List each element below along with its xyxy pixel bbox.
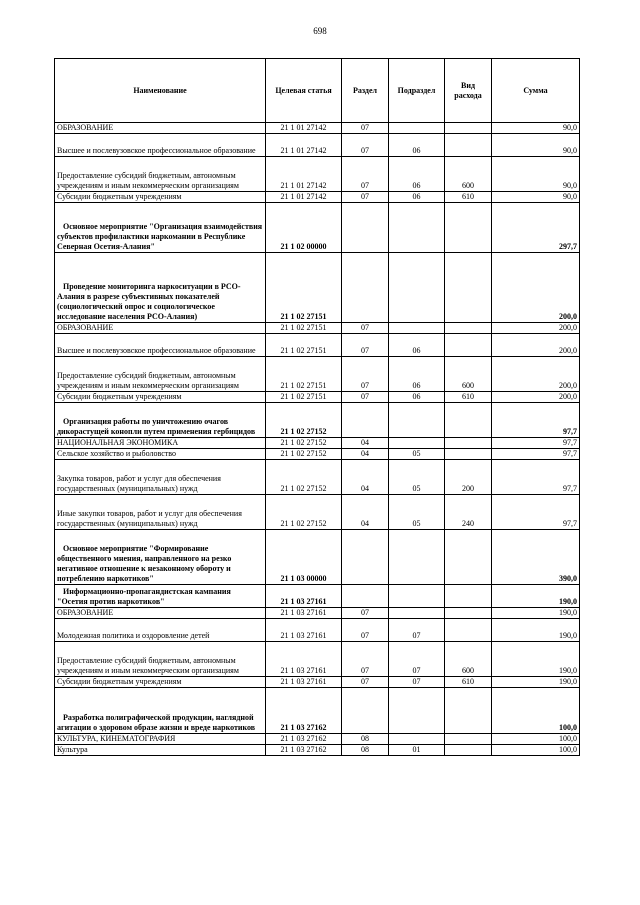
cell-name: ОБРАЗОВАНИЕ — [55, 608, 266, 619]
cell-section: 07 — [342, 608, 389, 619]
table-row — [55, 677, 580, 688]
table-row — [55, 734, 580, 745]
cell-section — [342, 253, 389, 323]
cell-target: 21 1 03 00000 — [266, 530, 342, 585]
cell-subsection: 06 — [389, 334, 445, 357]
cell-section — [342, 585, 389, 608]
cell-name: Субсидии бюджетным учреждениям — [55, 677, 266, 688]
cell-subsection — [389, 585, 445, 608]
cell-target: 21 1 02 27151 — [266, 334, 342, 357]
table-row — [55, 203, 580, 253]
cell-section: 07 — [342, 134, 389, 157]
cell-subsection: 06 — [389, 357, 445, 392]
cell-amount: 100,0 — [492, 734, 580, 745]
cell-target: 21 1 02 27151 — [266, 357, 342, 392]
cell-section: 04 — [342, 438, 389, 449]
table-row — [55, 608, 580, 619]
cell-type: 600 — [445, 642, 492, 677]
table-row — [55, 449, 580, 460]
cell-name: Субсидии бюджетным учреждениям — [55, 392, 266, 403]
header-name: Наименование — [55, 59, 266, 123]
cell-target: 21 1 02 00000 — [266, 203, 342, 253]
cell-type — [445, 438, 492, 449]
cell-subsection — [389, 734, 445, 745]
cell-name: Предоставление субсидий бюджетным, автономным учреждениям и иным некоммерческим организациям — [55, 642, 266, 677]
cell-type: 200 — [445, 460, 492, 495]
cell-subsection: 06 — [389, 134, 445, 157]
cell-amount: 97,7 — [492, 460, 580, 495]
cell-section — [342, 403, 389, 438]
cell-target: 21 1 03 27161 — [266, 677, 342, 688]
cell-target: 21 1 02 27152 — [266, 460, 342, 495]
cell-name: ОБРАЗОВАНИЕ — [55, 323, 266, 334]
header-target: Целевая статья — [266, 59, 342, 123]
cell-target: 21 1 03 27161 — [266, 608, 342, 619]
cell-type: 600 — [445, 357, 492, 392]
cell-type — [445, 334, 492, 357]
cell-subsection — [389, 253, 445, 323]
cell-target: 21 1 03 27162 — [266, 734, 342, 745]
table-header-row — [55, 59, 580, 123]
cell-target: 21 1 02 27151 — [266, 392, 342, 403]
cell-amount: 100,0 — [492, 745, 580, 756]
table-row — [55, 530, 580, 585]
cell-section — [342, 203, 389, 253]
cell-target: 21 1 01 27142 — [266, 134, 342, 157]
cell-subsection: 06 — [389, 392, 445, 403]
cell-name: Молодежная политика и оздоровление детей — [55, 619, 266, 642]
cell-amount: 90,0 — [492, 157, 580, 192]
cell-type: 610 — [445, 677, 492, 688]
cell-amount: 90,0 — [492, 134, 580, 157]
cell-amount: 190,0 — [492, 608, 580, 619]
cell-target: 21 1 03 27161 — [266, 585, 342, 608]
cell-amount: 97,7 — [492, 403, 580, 438]
cell-target: 21 1 01 27142 — [266, 157, 342, 192]
table-row — [55, 460, 580, 495]
cell-type — [445, 134, 492, 157]
cell-target: 21 1 03 27162 — [266, 745, 342, 756]
cell-name: Предоставление субсидий бюджетным, автономным учреждениям и иным некоммерческим организациям — [55, 157, 266, 192]
cell-subsection: 07 — [389, 642, 445, 677]
cell-target: 21 1 01 27142 — [266, 192, 342, 203]
header-amount: Сумма — [492, 59, 580, 123]
cell-amount: 90,0 — [492, 123, 580, 134]
cell-amount: 190,0 — [492, 677, 580, 688]
cell-amount: 190,0 — [492, 585, 580, 608]
cell-name: КУЛЬТУРА, КИНЕМАТОГРАФИЯ — [55, 734, 266, 745]
cell-amount: 200,0 — [492, 334, 580, 357]
cell-type — [445, 745, 492, 756]
cell-name: Основное мероприятие "Формирование общественного мнения, направленного на резко негативное отношение к незаконному обороту и потреблению наркотиков" — [55, 530, 266, 585]
header-expense-type: Вид расхода — [445, 59, 492, 123]
cell-subsection: 06 — [389, 192, 445, 203]
cell-target: 21 1 01 27142 — [266, 123, 342, 134]
cell-type — [445, 734, 492, 745]
cell-name: Культура — [55, 745, 266, 756]
table-row — [55, 642, 580, 677]
cell-name: Субсидии бюджетным учреждениям — [55, 192, 266, 203]
table-row — [55, 134, 580, 157]
cell-section: 08 — [342, 734, 389, 745]
cell-section: 08 — [342, 745, 389, 756]
cell-type — [445, 403, 492, 438]
cell-subsection — [389, 438, 445, 449]
cell-amount: 200,0 — [492, 323, 580, 334]
table-row — [55, 495, 580, 530]
cell-section: 07 — [342, 323, 389, 334]
table-row — [55, 688, 580, 734]
cell-amount: 190,0 — [492, 642, 580, 677]
cell-type — [445, 619, 492, 642]
cell-subsection: 06 — [389, 157, 445, 192]
cell-amount: 100,0 — [492, 688, 580, 734]
table-row — [55, 323, 580, 334]
cell-amount: 97,7 — [492, 449, 580, 460]
cell-amount: 200,0 — [492, 253, 580, 323]
table-row — [55, 123, 580, 134]
cell-section: 07 — [342, 392, 389, 403]
cell-section: 07 — [342, 619, 389, 642]
cell-name: Разработка полиграфической продукции, наглядной агитации о здоровом образе жизни и вреде наркотиков — [55, 688, 266, 734]
cell-name: Проведение мониторинга наркоситуации в РСО-Алания в разрезе субъективных показателей (социологический опрос и социологическое исследование населения РСО-Алания) — [55, 253, 266, 323]
cell-type — [445, 688, 492, 734]
cell-type — [445, 323, 492, 334]
cell-target: 21 1 02 27151 — [266, 253, 342, 323]
table-row — [55, 357, 580, 392]
table-row — [55, 192, 580, 203]
cell-name: Сельское хозяйство и рыболовство — [55, 449, 266, 460]
cell-type — [445, 608, 492, 619]
cell-amount: 200,0 — [492, 357, 580, 392]
cell-name: Высшее и послевузовское профессиональное образование — [55, 134, 266, 157]
table-row — [55, 585, 580, 608]
cell-section: 04 — [342, 495, 389, 530]
cell-subsection: 07 — [389, 619, 445, 642]
cell-name: Закупка товаров, работ и услуг для обеспечения государственных (муниципальных) нужд — [55, 460, 266, 495]
cell-subsection: 07 — [389, 677, 445, 688]
cell-name: Высшее и послевузовское профессиональное образование — [55, 334, 266, 357]
cell-name: Предоставление субсидий бюджетным, автономным учреждениям и иным некоммерческим организациям — [55, 357, 266, 392]
table-row — [55, 392, 580, 403]
cell-name: Организация работы по уничтожению очагов дикорастущей конопли путем применения гербицидов — [55, 403, 266, 438]
cell-subsection — [389, 123, 445, 134]
cell-type: 240 — [445, 495, 492, 530]
cell-subsection: 05 — [389, 495, 445, 530]
cell-name: НАЦИОНАЛЬНАЯ ЭКОНОМИКА — [55, 438, 266, 449]
cell-type — [445, 203, 492, 253]
cell-section — [342, 688, 389, 734]
cell-subsection — [389, 688, 445, 734]
cell-subsection: 05 — [389, 449, 445, 460]
cell-section: 04 — [342, 449, 389, 460]
cell-subsection — [389, 530, 445, 585]
table-row — [55, 619, 580, 642]
cell-amount: 190,0 — [492, 619, 580, 642]
cell-section: 07 — [342, 192, 389, 203]
cell-amount: 390,0 — [492, 530, 580, 585]
cell-type — [445, 123, 492, 134]
cell-type: 610 — [445, 392, 492, 403]
cell-amount: 97,7 — [492, 495, 580, 530]
cell-type — [445, 530, 492, 585]
cell-name: Основное мероприятие "Организация взаимодействия субъектов профилактики наркомании в Республике Северная Осетия-Алания" — [55, 203, 266, 253]
table-row — [55, 403, 580, 438]
cell-amount: 90,0 — [492, 192, 580, 203]
cell-section: 04 — [342, 460, 389, 495]
table-row — [55, 253, 580, 323]
cell-amount: 97,7 — [492, 438, 580, 449]
cell-section: 07 — [342, 357, 389, 392]
cell-subsection — [389, 403, 445, 438]
cell-target: 21 1 02 27152 — [266, 449, 342, 460]
cell-name: Иные закупки товаров, работ и услуг для обеспечения государственных (муниципальных) нужд — [55, 495, 266, 530]
cell-subsection: 05 — [389, 460, 445, 495]
cell-type: 600 — [445, 157, 492, 192]
cell-type — [445, 449, 492, 460]
cell-amount: 297,7 — [492, 203, 580, 253]
budget-table — [54, 58, 580, 756]
table-row — [55, 157, 580, 192]
table-row — [55, 334, 580, 357]
cell-name: Информационно-пропагандистская кампания "Осетия против наркотиков" — [55, 585, 266, 608]
cell-target: 21 1 02 27152 — [266, 403, 342, 438]
cell-subsection — [389, 203, 445, 253]
cell-section: 07 — [342, 642, 389, 677]
cell-subsection: 01 — [389, 745, 445, 756]
cell-type: 610 — [445, 192, 492, 203]
cell-section: 07 — [342, 334, 389, 357]
cell-target: 21 1 02 27152 — [266, 495, 342, 530]
cell-target: 21 1 02 27152 — [266, 438, 342, 449]
cell-target: 21 1 03 27162 — [266, 688, 342, 734]
page-number: 698 — [313, 26, 327, 36]
cell-section: 07 — [342, 677, 389, 688]
cell-target: 21 1 03 27161 — [266, 619, 342, 642]
cell-target: 21 1 03 27161 — [266, 642, 342, 677]
cell-section — [342, 530, 389, 585]
cell-type — [445, 253, 492, 323]
cell-type — [445, 585, 492, 608]
table-row — [55, 438, 580, 449]
header-subsection: Подраздел — [389, 59, 445, 123]
cell-section: 07 — [342, 123, 389, 134]
header-section: Раздел — [342, 59, 389, 123]
cell-name: ОБРАЗОВАНИЕ — [55, 123, 266, 134]
cell-subsection — [389, 323, 445, 334]
cell-amount: 200,0 — [492, 392, 580, 403]
cell-subsection — [389, 608, 445, 619]
cell-section: 07 — [342, 157, 389, 192]
table-row — [55, 745, 580, 756]
cell-target: 21 1 02 27151 — [266, 323, 342, 334]
